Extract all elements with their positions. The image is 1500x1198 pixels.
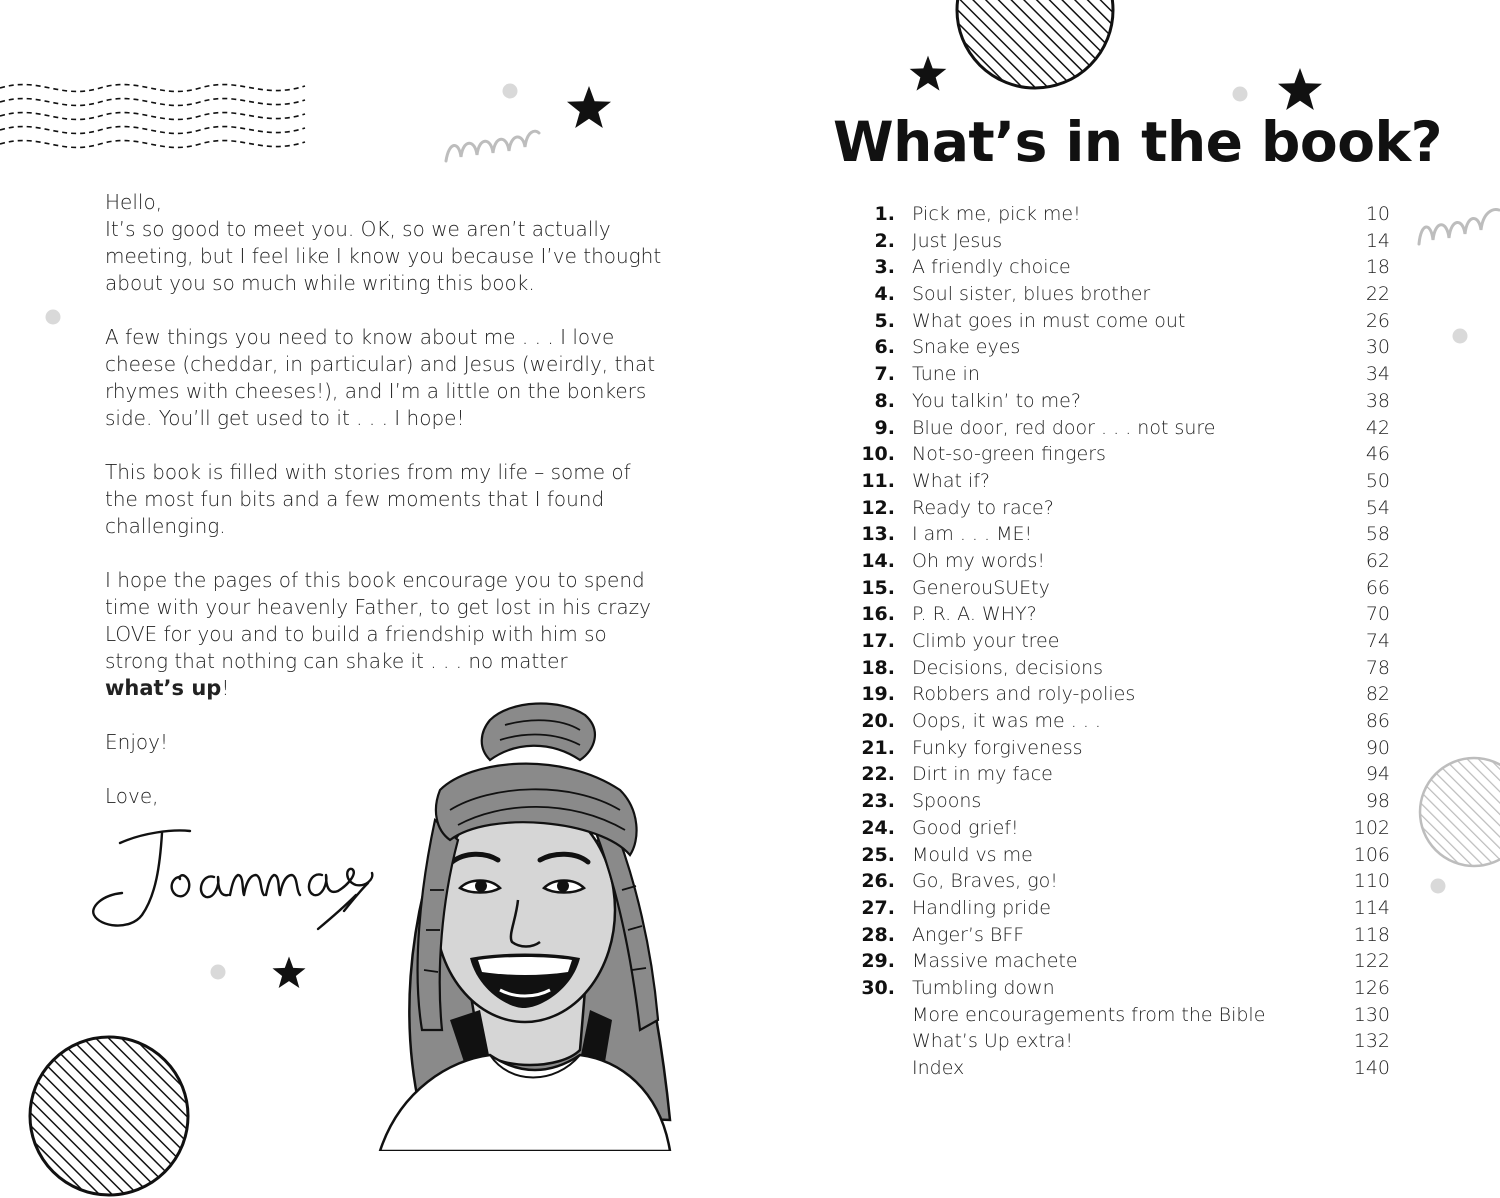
star-icon bbox=[271, 955, 307, 991]
toc-entry-title: P. R. A. WHY? bbox=[912, 603, 1037, 626]
toc-entry-page: 38 bbox=[1365, 389, 1390, 412]
toc-title: What’s in the book? bbox=[833, 110, 1442, 174]
toc-entry-title: Soul sister, blues brother bbox=[912, 283, 1151, 306]
toc-entry-page: 110 bbox=[1353, 870, 1390, 893]
toc-entry-page: 126 bbox=[1353, 976, 1390, 999]
toc-list bbox=[840, 201, 1400, 1082]
toc-entry-number: 17. bbox=[861, 630, 895, 652]
toc-entry-title: Decisions, decisions bbox=[912, 656, 1104, 679]
toc-entry bbox=[840, 441, 1400, 468]
toc-entry-number: 15. bbox=[861, 576, 895, 599]
star-icon bbox=[565, 84, 613, 132]
toc-entry-page: 54 bbox=[1365, 496, 1390, 519]
toc-entry-number: 27. bbox=[861, 896, 895, 919]
toc-entry bbox=[840, 975, 1400, 1002]
toc-entry-number: 9. bbox=[874, 416, 895, 439]
toc-entry-title: Massive machete bbox=[912, 950, 1078, 973]
toc-entry-title: More encouragements from the Bible bbox=[912, 1003, 1266, 1026]
toc-entry-title: Just Jesus bbox=[912, 229, 1003, 252]
toc-entry-page: 82 bbox=[1365, 683, 1390, 706]
toc-entry-number: 18. bbox=[861, 656, 895, 679]
toc-entry-page: 140 bbox=[1353, 1057, 1390, 1079]
toc-entry bbox=[840, 1055, 1400, 1082]
toc-entry-number: 24. bbox=[861, 816, 895, 839]
toc-entry-page: 86 bbox=[1365, 710, 1390, 733]
toc-entry-title: Spoons bbox=[912, 790, 982, 813]
toc-entry bbox=[840, 388, 1400, 415]
toc-entry bbox=[840, 281, 1400, 308]
toc-entry-page: 70 bbox=[1365, 603, 1390, 626]
toc-entry-number: 13. bbox=[861, 523, 895, 546]
toc-entry-title: Good grief! bbox=[912, 816, 1019, 839]
letter-paragraph: It’s so good to meet you. OK, so we aren’t actually meeting, but I feel like I know you because I’ve thought about you so much while writing this book. bbox=[105, 217, 662, 295]
star-icon bbox=[908, 54, 948, 94]
toc-entry-page: 122 bbox=[1353, 950, 1390, 973]
toc-entry-title: What goes in must come out bbox=[912, 309, 1186, 332]
toc-entry-number: 21. bbox=[861, 736, 895, 759]
toc-entry-page: 98 bbox=[1365, 790, 1390, 813]
toc-entry-page: 132 bbox=[1353, 1030, 1390, 1053]
dot-decoration bbox=[209, 963, 227, 981]
toc-entry bbox=[840, 1028, 1400, 1055]
toc-entry-title: Tune in bbox=[912, 363, 980, 386]
toc-entry-title: Anger’s BFF bbox=[912, 923, 1025, 946]
toc-entry-title: You talkin’ to me? bbox=[912, 389, 1081, 412]
toc-entry bbox=[840, 601, 1400, 628]
toc-entry bbox=[840, 1002, 1400, 1029]
handwritten-signature bbox=[82, 815, 382, 935]
toc-entry-page: 118 bbox=[1353, 923, 1390, 946]
toc-entry-title: Oh my words! bbox=[912, 549, 1046, 572]
toc-entry bbox=[840, 655, 1400, 682]
toc-entry bbox=[840, 895, 1400, 922]
toc-entry bbox=[840, 948, 1400, 975]
toc-entry bbox=[840, 575, 1400, 602]
toc-entry bbox=[840, 788, 1400, 815]
toc-entry bbox=[840, 922, 1400, 949]
toc-entry bbox=[840, 468, 1400, 495]
toc-entry-page: 114 bbox=[1353, 896, 1390, 919]
toc-entry-title: Mould vs me bbox=[912, 843, 1033, 866]
toc-entry bbox=[840, 761, 1400, 788]
toc-entry-number: 20. bbox=[861, 710, 895, 733]
letter-paragraph-text: I hope the pages of this book encourage you to spend time with your heavenly Father, to get lost in his crazy LOVE for you and to build a friendship with him so strong that nothing can shake it . . . no matter bbox=[105, 568, 651, 673]
toc-entry-page: 106 bbox=[1353, 843, 1390, 866]
toc-entry-page: 50 bbox=[1365, 469, 1390, 492]
toc-entry-title: Go, Braves, go! bbox=[912, 870, 1058, 893]
toc-entry-title: A friendly choice bbox=[912, 256, 1071, 279]
toc-entry-title: What if? bbox=[912, 469, 991, 492]
toc-entry-page: 66 bbox=[1365, 576, 1390, 599]
toc-entry bbox=[840, 415, 1400, 442]
toc-entry-number: 25. bbox=[861, 843, 895, 866]
hatched-circle-decoration bbox=[1418, 756, 1500, 868]
hatched-circle-decoration bbox=[27, 1034, 191, 1198]
toc-entry-page: 90 bbox=[1365, 736, 1390, 759]
toc-entry-title: Pick me, pick me! bbox=[912, 203, 1081, 225]
toc-entry-page: 10 bbox=[1365, 203, 1390, 225]
toc-entry-page: 46 bbox=[1365, 443, 1390, 466]
toc-entry bbox=[840, 334, 1400, 361]
toc-entry bbox=[840, 495, 1400, 522]
letter-exclamation: ! bbox=[221, 676, 230, 700]
toc-entry-number: 1. bbox=[874, 203, 895, 225]
toc-entry-number: 29. bbox=[861, 950, 895, 973]
dot-decoration bbox=[44, 308, 62, 326]
toc-entry-number: 16. bbox=[861, 603, 895, 626]
toc-entry-page: 14 bbox=[1365, 229, 1390, 252]
author-portrait-illustration bbox=[340, 690, 680, 1151]
toc-entry-page: 26 bbox=[1365, 309, 1390, 332]
toc-entry bbox=[840, 628, 1400, 655]
toc-entry bbox=[840, 201, 1400, 228]
star-icon bbox=[1276, 66, 1324, 114]
toc-entry-page: 62 bbox=[1365, 549, 1390, 572]
toc-entry-title: Snake eyes bbox=[912, 336, 1021, 359]
toc-entry bbox=[840, 681, 1400, 708]
toc-entry bbox=[840, 815, 1400, 842]
toc-entry-page: 18 bbox=[1365, 256, 1390, 279]
squiggle-decoration bbox=[443, 125, 543, 167]
toc-entry bbox=[840, 708, 1400, 735]
toc-entry-title: I am . . . ME! bbox=[912, 523, 1033, 546]
toc-entry-page: 74 bbox=[1365, 630, 1390, 652]
toc-entry bbox=[840, 361, 1400, 388]
letter-paragraph: A few things you need to know about me . . . I love cheese (cheddar, in particular) and Jesus (weirdly, that rhymes with cheeses!), and I’m a little on the bonkers side. You’ll get used to it . . . I hope! bbox=[105, 325, 656, 430]
toc-entry-page: 58 bbox=[1365, 523, 1390, 546]
dot-decoration bbox=[501, 82, 519, 100]
toc-entry-page: 78 bbox=[1365, 656, 1390, 679]
toc-entry-title: Tumbling down bbox=[912, 976, 1055, 999]
dot-decoration bbox=[1231, 85, 1249, 103]
toc-entry-page: 22 bbox=[1365, 283, 1390, 306]
letter-enjoy: Enjoy! bbox=[105, 730, 168, 754]
toc-entry-number: 7. bbox=[874, 363, 895, 386]
toc-entry-title: Index bbox=[912, 1057, 965, 1079]
toc-entry bbox=[840, 521, 1400, 548]
toc-entry bbox=[840, 842, 1400, 869]
toc-entry-title: Funky forgiveness bbox=[912, 736, 1083, 759]
toc-entry bbox=[840, 548, 1400, 575]
toc-entry-number: 23. bbox=[861, 790, 895, 813]
toc-entry-title: Oops, it was me . . . bbox=[912, 710, 1101, 733]
dot-decoration bbox=[1451, 327, 1469, 345]
toc-entry bbox=[840, 254, 1400, 281]
toc-entry-title: Ready to race? bbox=[912, 496, 1054, 519]
toc-entry-title: Climb your tree bbox=[912, 630, 1060, 652]
squiggle-decoration bbox=[1415, 200, 1500, 250]
toc-entry bbox=[840, 868, 1400, 895]
toc-entry-page: 42 bbox=[1365, 416, 1390, 439]
toc-entry-number: 6. bbox=[874, 336, 895, 359]
letter-closing: Love, bbox=[105, 784, 159, 808]
toc-entry-title: Not-so-green fingers bbox=[912, 443, 1106, 466]
toc-entry-page: 34 bbox=[1365, 363, 1390, 386]
toc-entry bbox=[840, 735, 1400, 762]
toc-entry-number: 22. bbox=[861, 763, 895, 786]
toc-entry-title: What’s Up extra! bbox=[912, 1030, 1074, 1053]
toc-entry-number: 3. bbox=[874, 256, 895, 279]
toc-entry-number: 14. bbox=[861, 549, 895, 572]
toc-entry-number: 12. bbox=[861, 496, 895, 519]
toc-entry-number: 4. bbox=[874, 283, 895, 306]
toc-entry-page: 102 bbox=[1353, 816, 1390, 839]
toc-entry-number: 5. bbox=[874, 309, 895, 332]
letter-paragraph: This book is filled with stories from my life – some of the most fun bits and a few moments that I found challenging. bbox=[105, 460, 631, 538]
toc-entry-number: 26. bbox=[861, 870, 895, 893]
toc-entry bbox=[840, 228, 1400, 255]
wavy-dashed-lines-decoration bbox=[0, 78, 310, 153]
toc-entry-number: 10. bbox=[861, 443, 895, 466]
toc-entry-page: 30 bbox=[1365, 336, 1390, 359]
hatched-circle-decoration bbox=[953, 0, 1117, 90]
letter-paragraph bbox=[105, 567, 665, 702]
toc-entry-title: Handling pride bbox=[912, 896, 1051, 919]
toc-entry-number: 19. bbox=[861, 683, 895, 706]
letter-greeting: Hello, bbox=[105, 190, 163, 214]
toc-entry-number: 28. bbox=[861, 923, 895, 946]
toc-entry-page: 130 bbox=[1353, 1003, 1390, 1026]
toc-entry-number: 30. bbox=[861, 976, 895, 999]
toc-entry-title: Blue door, red door . . . not sure bbox=[912, 416, 1216, 439]
toc-entry-number: 2. bbox=[874, 229, 895, 252]
whats-up-emphasis: what’s up bbox=[105, 676, 222, 700]
toc-entry-number: 11. bbox=[861, 469, 895, 492]
toc-entry-title: Dirt in my face bbox=[912, 763, 1053, 786]
toc-entry-title: Robbers and roly-polies bbox=[912, 683, 1136, 706]
toc-entry-number: 8. bbox=[874, 389, 895, 412]
toc-entry-page: 94 bbox=[1365, 763, 1390, 786]
toc-entry-title: GenerouSUEty bbox=[912, 576, 1050, 599]
toc-entry bbox=[840, 308, 1400, 335]
dot-decoration bbox=[1429, 877, 1447, 895]
